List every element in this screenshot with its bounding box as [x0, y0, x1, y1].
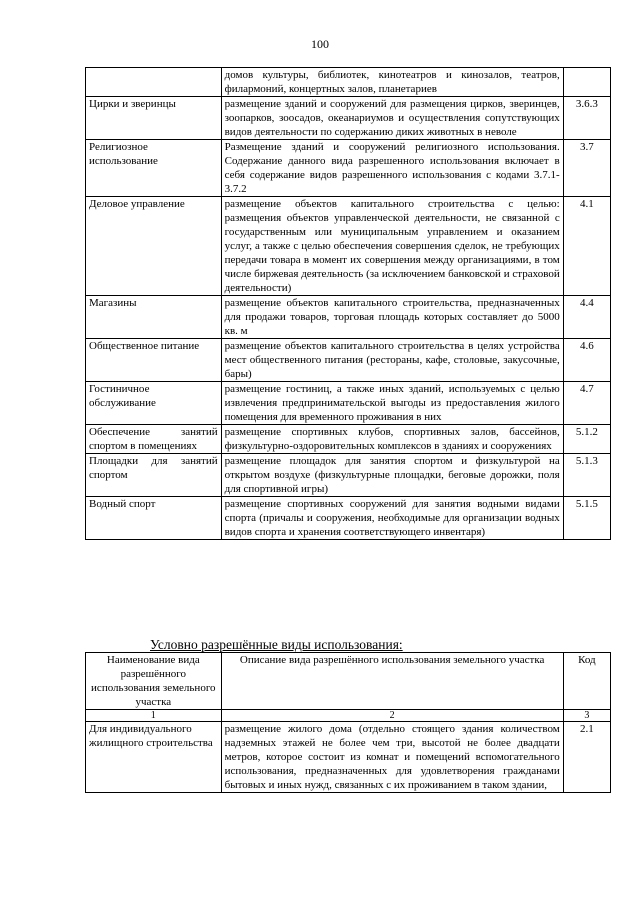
conditional-uses-table	[85, 652, 611, 793]
use-description-cell: размещение спортивных клубов, спортивных залов, бассейнов, физкультурно-оздоровительных комплексов в зданиях и сооружениях	[221, 425, 563, 454]
header-code-cell: Код	[563, 653, 610, 710]
use-code-cell: 4.1	[563, 197, 610, 296]
use-description-cell: размещение объектов капитального строительства с целью: размещения объектов управленческой деятельности, не связанной с государственным или муниципальным управлением и оказанием услуг, а также с целью обеспечения совершения сделок, не требующих передачи товара в момент их совершения между организациями, в том числе биржевая деятельность (за исключением банковской и страховой деятельности)	[221, 197, 563, 296]
use-name-cell: Гостиничное обслуживание	[86, 382, 222, 425]
table-row	[86, 296, 611, 339]
use-code-cell: 5.1.2	[563, 425, 610, 454]
use-description-cell: размещение зданий и сооружений для размещения цирков, зверинцев, зоопарков, зоосадов, океанариумов и осуществления сопутствующих видов деятельности по содержанию диких животных в неволе	[221, 97, 563, 140]
use-description-cell: размещение площадок для занятия спортом и физкультурой на открытом воздухе (физкультурные площадки, беговые дорожки, поля для спортивной игры)	[221, 454, 563, 497]
header-name-cell: Наименование вида разрешённого использования земельного участка	[86, 653, 222, 710]
use-name-cell: Общественное питание	[86, 339, 222, 382]
use-code-cell: 4.4	[563, 296, 610, 339]
use-code-cell	[563, 68, 610, 97]
use-description-cell: Размещение зданий и сооружений религиозного использования. Содержание данного вида разрешенного использования включает в себя содержание видов разрешенного использования с кодами 3.7.1-3.7.2	[221, 140, 563, 197]
use-code-cell: 3.6.3	[563, 97, 610, 140]
table-row	[86, 425, 611, 454]
table-row	[86, 97, 611, 140]
use-code-cell: 4.6	[563, 339, 610, 382]
use-description-cell: размещение гостиниц, а также иных зданий, используемых с целью извлечения предпринимательской выгоды из предоставления жилого помещения для временного проживания в них	[221, 382, 563, 425]
use-name-cell: Водный спорт	[86, 497, 222, 540]
use-name-cell: Площадки для занятий спортом	[86, 454, 222, 497]
table-row	[86, 497, 611, 540]
table-row	[86, 382, 611, 425]
use-description-cell: размещение жилого дома (отдельно стоящего здания количеством надземных этажей не более чем три, высотой не более двадцати метров, которое состоит из комнат и помещений вспомогательного использования, предназначенных для удовлетворения гражданами бытовых и иных нужд, связанных с их проживанием в таком здании,	[221, 722, 563, 793]
use-code-cell: 4.7	[563, 382, 610, 425]
use-name-cell: Религиозное использование	[86, 140, 222, 197]
use-name-cell: Цирки и зверинцы	[86, 97, 222, 140]
header-description-cell: Описание вида разрешённого использования земельного участка	[221, 653, 563, 710]
column-number: 3	[563, 710, 610, 722]
use-name-cell	[86, 68, 222, 97]
table-row	[86, 140, 611, 197]
use-name-cell: Деловое управление	[86, 197, 222, 296]
use-name-cell: Магазины	[86, 296, 222, 339]
use-name-cell: Для индивидуального жилищного строительства	[86, 722, 222, 793]
table-row	[86, 68, 611, 97]
table-row	[86, 722, 611, 793]
column-number: 1	[86, 710, 222, 722]
use-code-cell: 3.7	[563, 140, 610, 197]
permitted-uses-table	[85, 67, 611, 540]
use-code-cell: 2.1	[563, 722, 610, 793]
section-title: Условно разрешённые виды использования:	[150, 637, 403, 652]
use-description-cell: размещение объектов капитального строительства, предназначенных для продажи товаров, торговая площадь которых составляет до 5000 кв. м	[221, 296, 563, 339]
column-number: 2	[221, 710, 563, 722]
use-description-cell: размещение объектов капитального строительства в целях устройства мест общественного питания (рестораны, кафе, столовые, закусочные, бары)	[221, 339, 563, 382]
use-description-cell: размещение спортивных сооружений для занятия водными видами спорта (причалы и сооружения, необходимые для организации водных видов спорта и хранения соответствующего инвентаря)	[221, 497, 563, 540]
use-code-cell: 5.1.5	[563, 497, 610, 540]
page-number: 100	[311, 37, 329, 51]
table-header-row	[86, 653, 611, 710]
use-name-cell: Обеспечение занятий спортом в помещениях	[86, 425, 222, 454]
column-number-row	[86, 710, 611, 722]
table-row	[86, 197, 611, 296]
use-description-cell: домов культуры, библиотек, кинотеатров и кинозалов, театров, филармоний, концертных залов, планетариев	[221, 68, 563, 97]
table-row	[86, 339, 611, 382]
table-row	[86, 454, 611, 497]
use-code-cell: 5.1.3	[563, 454, 610, 497]
